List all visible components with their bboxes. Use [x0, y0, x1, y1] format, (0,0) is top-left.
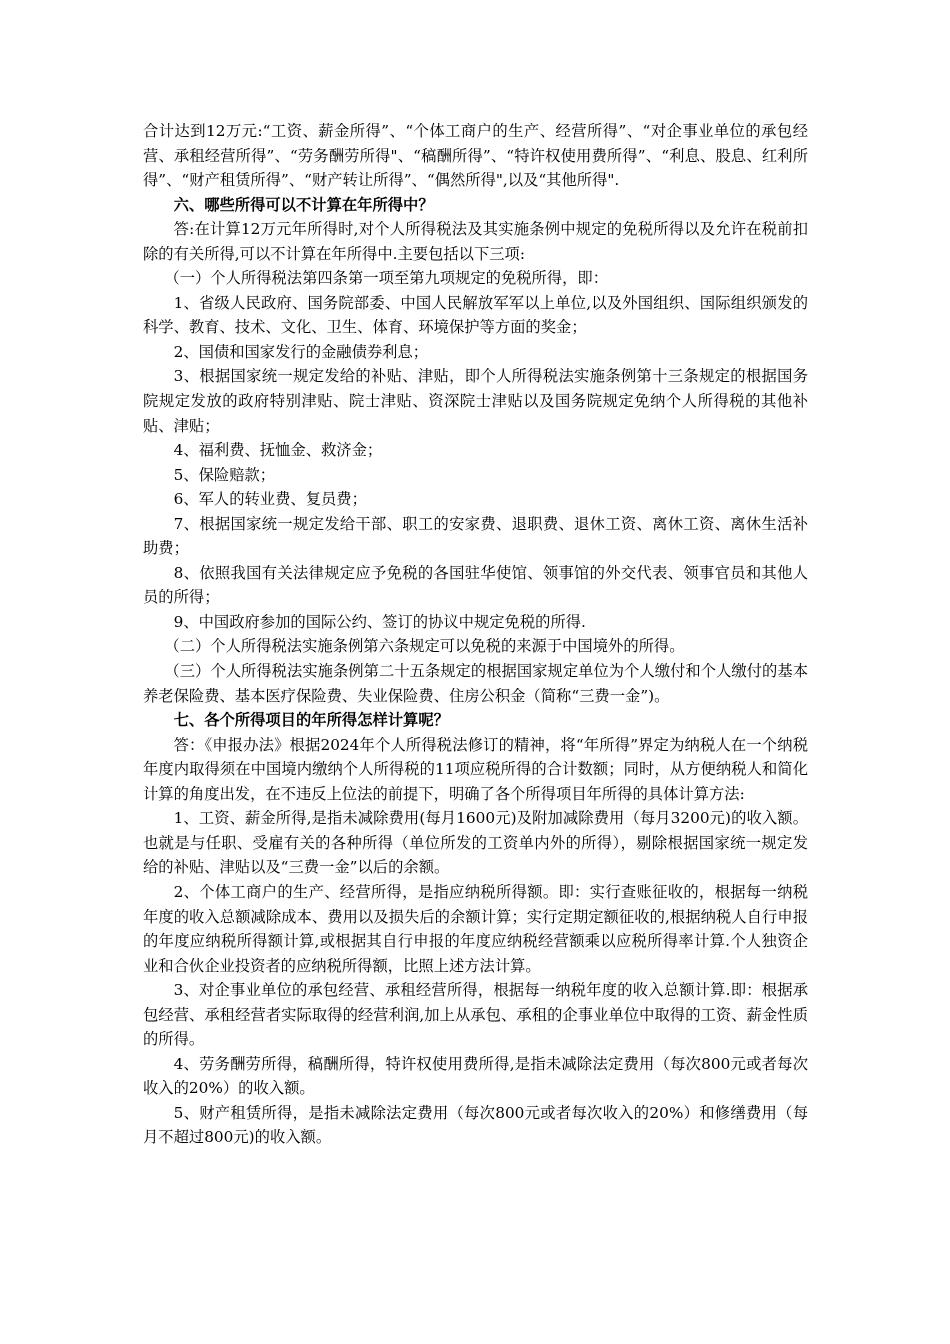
- list-item: 5、保险赔款；: [173, 465, 276, 484]
- subsection-paragraph: （三）个人所得税法实施条例第二十五条规定的根据国家规定单位为个人缴付和个人缴付的基本养老保险费、基本医疗保险费、失业保险费、住房公积金（简称“三费一金”)。: [143, 662, 808, 705]
- list-item: 8、依照我国有关法律规定应予免税的各国驻华使馆、领事馆的外交代表、领事官员和其他人员的所得；: [143, 563, 808, 607]
- list-item: 2、国债和国家发行的金融债券利息；: [173, 342, 429, 361]
- list-item: 2、个体工商户的生产、经营所得，是指应纳税所得额。即：实行查账征收的，根据每一纳税年度的收入总额减除成本、费用以及损失后的余额计算；实行定期定额征收的,根据纳税人自行申报的年度应纳税所得额计算,或根据其自行申报的年度应纳税经营额乘以应税所得率计算.个人独资企业和合伙企业投资者的应纳税所得额，比照上述方法计算。: [143, 882, 808, 975]
- paragraph: 答:在计算12万元年所得时,对个人所得税法及其实施条例中规定的免税所得以及允许在税前扣除的有关所得,可以不计算在年所得中.主要包括以下三项:: [143, 220, 808, 263]
- paragraph: 答：《申报办法》根据2024年个人所得税法修订的精神，将“年所得”界定为纳税人在一个纳税年度内取得须在中国境内缴纳个人所得税的11项应税所得的合计数额；同时，从方便纳税人和简化计算的角度出发，在不违反上位法的前提下，明确了各个所得项目年所得的具体计算方法:: [143, 735, 808, 803]
- list-item: 9、中国政府参加的国际公约、签订的协议中规定免税的所得.: [173, 612, 586, 631]
- list-item: 7、根据国家统一规定发给干部、职工的安家费、退职费、退休工资、离休工资、离休生活补助费；: [143, 514, 808, 558]
- list-item: 1、省级人民政府、国务院部委、中国人民解放军军以上单位,以及外国组织、国际组织颁发的科学、教育、技术、文化、卫生、体育、环境保护等方面的奖金；: [143, 293, 808, 337]
- list-item: 3、根据国家统一规定发给的补贴、津贴，即个人所得税法实施条例第十三条规定的根据国务院规定发放的政府特别津贴、院士津贴、资深院士津贴以及国务院规定免纳个人所得税的其他补贴、津贴；: [143, 367, 808, 435]
- subsection-paragraph: （一）个人所得税法第四条第一项至第九项规定的免税所得，即：: [164, 269, 609, 288]
- document-page: [143, 119, 808, 1150]
- subsection-paragraph: （二）个人所得税法实施条例第六条规定可以免税的来源于中国境外的所得。: [164, 637, 685, 656]
- section-heading: 六、哪些所得可以不计算在年所得中？: [173, 195, 434, 214]
- list-item: 3、对企事业单位的承包经营、承租经营所得，根据每一纳税年度的收入总额计算.即：根据承包经营、承租经营者实际取得的经营利润,加上从承包、承租的企事业单位中取得的工资、薪金性质的所得。: [143, 981, 808, 1049]
- section-heading: 七、各个所得项目的年所得怎样计算呢？: [173, 711, 449, 730]
- list-item: 4、福利费、抚恤金、救济金；: [173, 441, 383, 460]
- list-item: 5、财产租赁所得，是指未减除法定费用（每次800元或者每次收入的20%）和修缮费用（每月不超过800元)的收入额。: [143, 1103, 808, 1147]
- paragraph: 合计达到12万元:“工资、薪金所得”、“个体工商户的生产、经营所得”、“对企事业单位的承包经营、承租经营所得”、“劳务酬劳所得"、“稿酬所得”、“特许权使用费所得”、“利息、股息、红利所得”、“财产租赁所得”、“财产转让所得”、“偶然所得",以及“其他所得".: [143, 122, 808, 190]
- list-item: 6、军人的转业费、复员费；: [173, 490, 367, 509]
- list-item: 1、工资、薪金所得,是指未减除费用(每月1600元)及附加减除费用（每月3200元)的收入额。也就是与任职、受雇有关的各种所得（单位所发的工资单内外的所得），剔除根据国家统一规定发给的补贴、津贴以及“三费一金”以后的余额。: [143, 809, 808, 877]
- list-item: 4、劳务酬劳所得，稿酬所得，特许权使用费所得,是指未减除法定费用（每次800元或者每次收入的20%）的收入额。: [143, 1054, 808, 1098]
